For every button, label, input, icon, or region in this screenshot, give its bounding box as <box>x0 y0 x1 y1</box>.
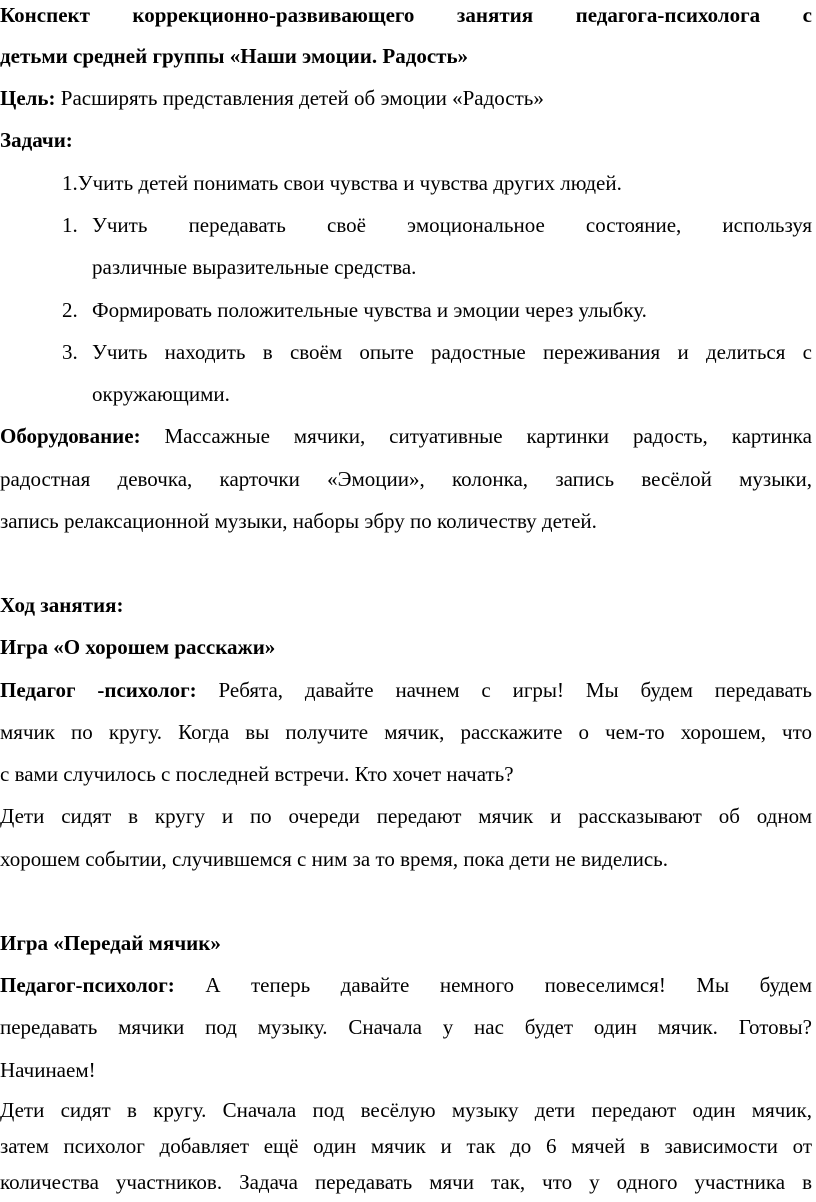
game2-speaker: Педагог-психолог: <box>0 973 175 997</box>
game2-title: Игра «Передай мячик» <box>0 931 221 955</box>
game2-speech-line-3: Начинаем! <box>0 1058 96 1082</box>
task-number-4: 3. <box>62 340 78 364</box>
task-item-4-line-2: окружающими. <box>92 382 230 406</box>
task-item-1: 1.Учить детей понимать свои чувства и чувства других людей. <box>62 171 622 195</box>
game2-description-line-3: количества участников. Задача передавать мячи так, что у одного участника в <box>0 1170 812 1194</box>
game1-speech-line-3: с вами случилось с последней встречи. Кто хочет начать? <box>0 762 514 786</box>
task-item-2-line-2: различные выразительные средства. <box>92 255 417 279</box>
goal-label: Цель: <box>0 86 56 110</box>
equipment-line-2: радостная девочка, карточки «Эмоции», колонка, запись весёлой музыки, <box>0 467 812 491</box>
game1-speaker: Педагог -психолог: <box>0 678 197 702</box>
game2-speech-line-1: Педагог-психолог: А теперь давайте немного повеселимся! Мы будем <box>0 973 812 997</box>
tasks-heading: Задачи: <box>0 128 73 152</box>
task-number-2: 1. <box>62 213 78 237</box>
game1-description-line-1: Дети сидят в кругу и по очереди передают мячик и рассказывают об одном <box>0 804 812 828</box>
goal-text: Расширять представления детей об эмоции «Радость» <box>55 86 544 110</box>
goal-paragraph <box>0 85 812 111</box>
game2-description-line-2: затем психолог добавляет ещё один мячик и так до 6 мячей в зависимости от <box>0 1134 812 1158</box>
document-title-line-1: Конспект коррекционно-развивающего занятия педагога-психолога с <box>0 3 812 27</box>
task-item-4-line-1: Учить находить в своём опыте радостные переживания и делиться с <box>92 340 812 364</box>
document-title-line-2: детьми средней группы «Наши эмоции. Радость» <box>0 44 469 68</box>
equipment-line-3: запись релаксационной музыки, наборы эбру по количеству детей. <box>0 509 597 533</box>
game1-speech-line-2: мячик по кругу. Когда вы получите мячик, расскажите о чем-то хорошем, что <box>0 720 812 744</box>
course-heading: Ход занятия: <box>0 593 124 617</box>
game2-speech-line-2: передавать мячики под музыку. Сначала у нас будет один мячик. Готовы? <box>0 1015 812 1039</box>
game2-description-line-1: Дети сидят в кругу. Сначала под весёлую музыку дети передают один мячик, <box>0 1098 812 1122</box>
task-item-2-line-1: Учить передавать своё эмоциональное состояние, используя <box>92 213 812 237</box>
game1-description-line-2: хорошем событии, случившемся с ним за то время, пока дети не виделись. <box>0 847 669 871</box>
equipment-line-1: Оборудование: Массажные мячики, ситуативные картинки радость, картинка <box>0 424 812 448</box>
task-number-3: 2. <box>62 298 78 322</box>
equipment-label: Оборудование: <box>0 424 141 448</box>
game1-title: Игра «О хорошем расскажи» <box>0 635 276 659</box>
game1-speech-line-1: Педагог -психолог: Ребята, давайте начнем с игры! Мы будем передавать <box>0 678 812 702</box>
task-item-3: Формировать положительные чувства и эмоции через улыбку. <box>92 298 647 322</box>
